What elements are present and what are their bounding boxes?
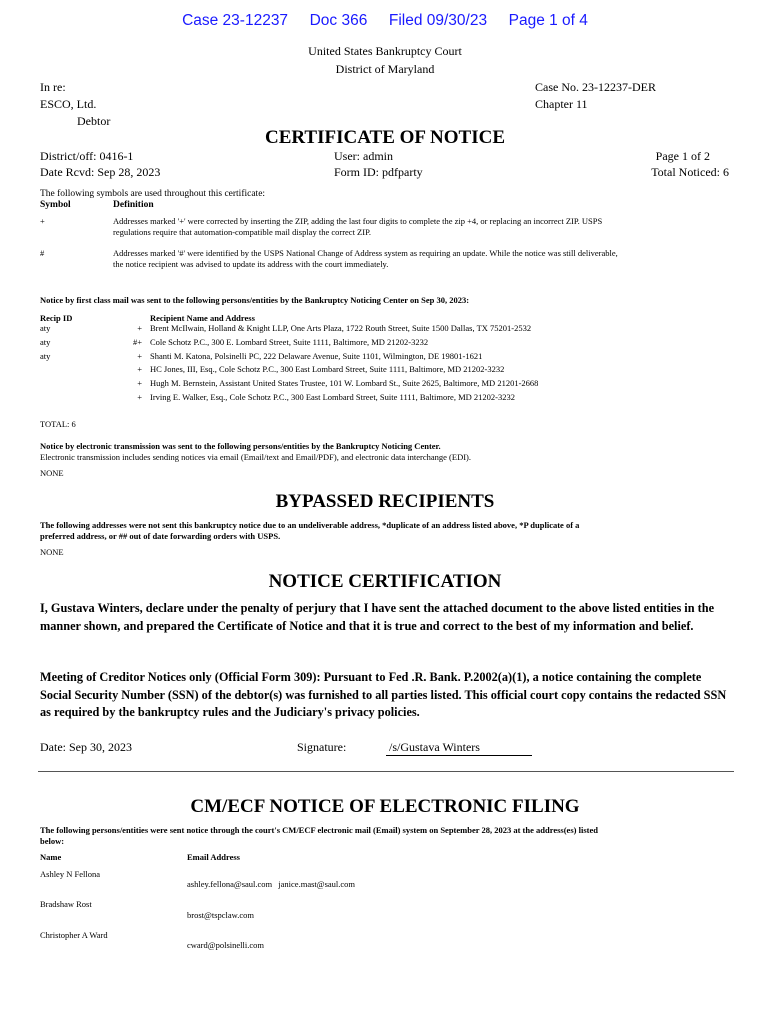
recip-id: aty [40,323,51,333]
recip-mark: + [137,392,142,402]
district-office: District/off: 0416-1 [40,149,134,163]
recip-mark: + [137,323,142,333]
date-received: Date Rcvd: Sep 28, 2023 [40,165,161,179]
recip-mark: #+ [132,337,142,347]
recip-id: aty [40,337,51,347]
mail-heading: Notice by first class mail was sent to the following persons/entities by the Bankruptcy Noticing Center on Sep 30, 2023: [40,295,470,305]
symbol-plus-definition: Addresses marked '+' were corrected by inserting the ZIP, adding the last four digits to complete the zip +4, or replacing an incorrect ZIP. USPS regulations require that automation-compatible mail display the correct ZIP. [113,216,603,237]
recip-name-address: Irving E. Walker, Esq., Cole Schotz P.C., 300 East Lombard Street, Suite 1111, Baltimore, MD 21202-3232 [150,392,515,402]
filing-stamp: Case 23-12237 Doc 366 Filed 09/30/23 Page 1 of 4 [182,12,588,29]
electronic-none: NONE [40,468,64,478]
ssn-notice: Meeting of Creditor Notices only (Official Form 309): Pursuant to Fed .R. Bank. P.2002(a)(1), a notice containing the complete Social Security Number (SSN) of the debtor(s) was furnished to all parties listed. This official court copy contains the redacted SSN as required by the bankruptcy rules and the Judiciary's privacy policies. [40,670,727,719]
electronic-subtext: Electronic transmission includes sending notices via email (Email/text and Email/PDF), and electronic data interchange (EDI). [40,452,472,462]
bypassed-none: NONE [40,547,64,557]
cmecf-recipient-name: Bradshaw Rost [40,899,92,909]
signature-line [386,755,532,756]
recip-name-address: Cole Schotz P.C., 300 E. Lombard Street, Suite 1111, Baltimore, MD 21202-3232 [150,337,429,347]
recip-mark: + [137,351,142,361]
symbol-hash: # [40,248,45,258]
cmecf-recipient-name: Ashley N Fellona [40,869,100,879]
certification-declaration: I, Gustava Winters, declare under the penalty of perjury that I have sent the attached document to the above listed entities in the manner shown, and prepared the Certificate of Notice and that it is true and correct to the best of my information and belief. [40,601,715,633]
cmecf-recipient-email: cward@polsinelli.com [187,940,264,950]
recip-name-address: Hugh M. Bernstein, Assistant United States Trustee, 101 W. Lombard St., Suite 2625, Baltimore, MD 21201-2668 [150,378,539,388]
symbol-column-header: Symbol [40,200,71,210]
signature: /s/Gustava Winters [389,740,480,754]
recip-mark: + [137,364,142,374]
user: User: admin [334,149,393,163]
debtor-label: Debtor [77,114,111,128]
chapter: Chapter 11 [535,97,588,111]
document-title: CERTIFICATE OF NOTICE [264,127,506,148]
bypassed-text: The following addresses were not sent this bankruptcy notice due to an undeliverable address, *duplicate of an address listed above, *P duplicate of a preferred address, or ## out of date forwarding orders with USPS. [40,520,580,541]
symbol-hash-definition: Addresses marked '#' were identified by the USPS National Change of Address system as requiring an update. While the notice was still deliverable, the notice recipient was advised to update its address with the court immediately. [113,248,618,269]
recip-name-address: HC Jones, III, Esq., Cole Schotz P.C., 300 East Lombard Street, Suite 1111, Baltimore, MD 21202-3232 [150,364,505,374]
total-noticed: Total Noticed: 6 [651,165,729,179]
recip-mark: + [137,378,142,388]
court-name: United States Bankruptcy Court [308,44,462,58]
form-id: Form ID: pdfparty [334,165,423,179]
cmecf-recipient-email: ashley.fellona@saul.com janice.mast@saul.com [187,879,356,889]
cmecf-recipient-name: Christopher A Ward [40,930,108,940]
cmecf-name-header: Name [40,852,62,862]
cmecf-email-header: Email Address [187,852,240,862]
cmecf-intro: The following persons/entities were sent notice through the court's CM/ECF electronic mail (Email) system on September 28, 2023 at the address(es) listed below: [40,825,598,846]
court-district: District of Maryland [335,62,435,76]
cmecf-title: CM/ECF NOTICE OF ELECTRONIC FILING [190,796,580,817]
debtor-name: ESCO, Ltd. [40,97,97,111]
definition-column-header: Definition [113,200,154,210]
page-count: Page 1 of 2 [655,149,710,163]
mail-total: TOTAL: 6 [40,419,76,429]
case-number: Case No. 23-12237-DER [535,80,656,94]
signature-label: Signature: [297,740,347,754]
recip-name-address: Brent McIlwain, Holland & Knight LLP, One Arts Plaza, 1722 Routh Street, Suite 1500 Dallas, TX 75201-2532 [150,323,532,333]
bypassed-title: BYPASSED RECIPIENTS [275,491,495,512]
electronic-heading: Notice by electronic transmission was sent to the following persons/entities by the Bankruptcy Noticing Center. [40,441,441,451]
certification-date: Date: Sep 30, 2023 [40,740,132,754]
recip-id: aty [40,351,51,361]
recip-name-header: Recipient Name and Address [150,313,255,323]
recip-name-address: Shanti M. Katona, Polsinelli PC, 222 Delaware Avenue, Suite 1101, Wilmington, DE 19801-1621 [150,351,483,361]
symbol-plus: + [40,216,45,226]
recip-id-header: Recip ID [40,313,73,323]
certification-title: NOTICE CERTIFICATION [268,571,502,592]
section-divider [38,771,734,772]
in-re-label: In re: [40,80,66,94]
cmecf-recipient-email: brost@tspclaw.com [187,910,254,920]
symbols-intro: The following symbols are used throughout this certificate: [40,189,266,199]
